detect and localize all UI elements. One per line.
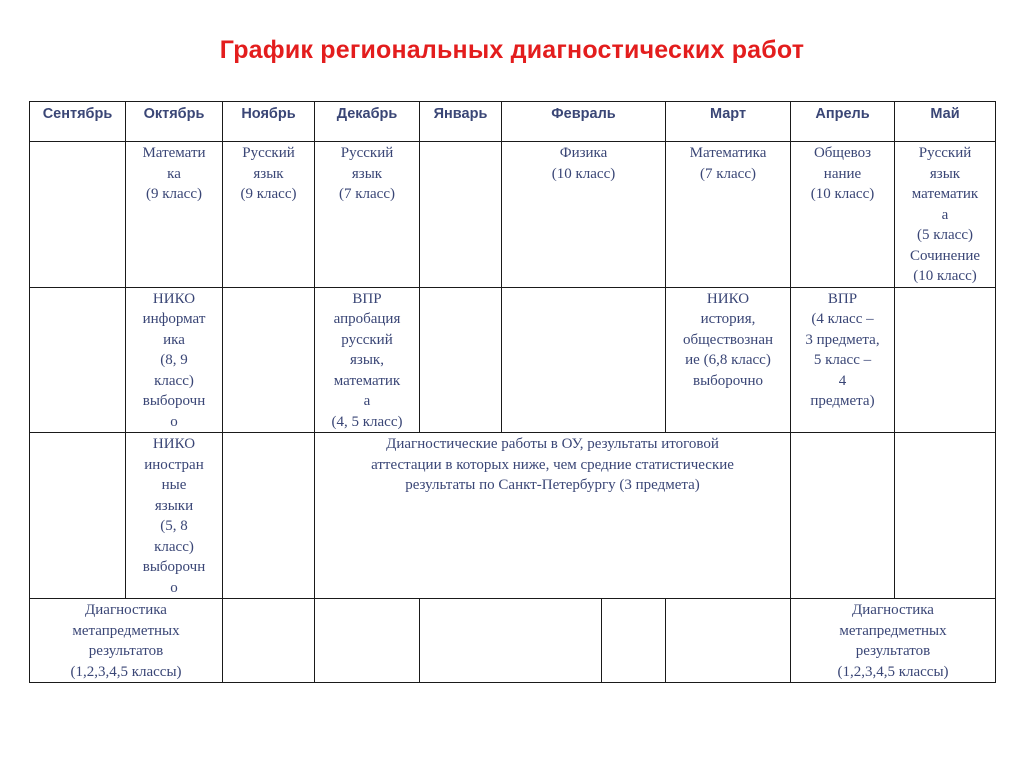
- cell-text-line: (9 класс): [146, 186, 202, 202]
- cell-empty: [223, 599, 315, 683]
- cell-empty: [895, 433, 996, 599]
- cell-text-line: класс): [154, 372, 194, 389]
- cell-empty: [420, 287, 502, 433]
- cell-text-line: язык: [351, 165, 383, 182]
- cell-text-line: язык: [253, 165, 284, 182]
- cell-empty: [30, 287, 126, 433]
- cell-empty: [30, 433, 126, 599]
- cell-text-line: ие (6,8 класс): [685, 352, 771, 368]
- cell-text-line: ика: [163, 331, 185, 348]
- cell-text-line: (4 класс –: [811, 311, 874, 327]
- header-march: Март: [666, 102, 791, 142]
- cell-text-line: результатов: [88, 643, 164, 659]
- cell-text-line: ные: [161, 477, 187, 493]
- cell-text-line: предмета): [810, 393, 875, 409]
- cell-text-line: язык: [929, 165, 961, 182]
- cell-dec-1: [315, 142, 420, 288]
- header-october: Октябрь: [126, 102, 223, 142]
- cell-nov-1: [223, 142, 315, 288]
- cell-empty: [30, 142, 126, 288]
- cell-text-line: Физика: [559, 145, 608, 161]
- cell-text-line: иностран: [144, 456, 204, 473]
- page-title: График региональных диагностических работ: [219, 36, 805, 64]
- cell-empty: [895, 287, 996, 433]
- cell-oct-3: [126, 433, 223, 599]
- table-row: [30, 142, 996, 288]
- cell-text-line: Русский: [340, 145, 394, 161]
- cell-text-line: 4: [838, 372, 847, 389]
- cell-text-line: 3 предмета,: [805, 331, 880, 348]
- cell-text-line: Диагностика: [852, 602, 934, 618]
- header-january: Январь: [420, 102, 502, 142]
- cell-text-line: результаты по Санкт-Петербургу (3 предмета): [405, 477, 700, 493]
- cell-text-line: ВПР: [352, 290, 382, 307]
- header-may: Май: [895, 102, 996, 142]
- cell-text-line: Сочинение: [909, 247, 981, 264]
- cell-text-line: Математика: [689, 145, 767, 161]
- schedule-table: [29, 101, 996, 683]
- cell-empty: [420, 142, 502, 288]
- cell-empty: [502, 287, 666, 433]
- cell-empty: [791, 433, 895, 599]
- cell-oct-1: [126, 142, 223, 288]
- cell-text-line: 5 класс –: [813, 352, 872, 368]
- cell-apr-2: [791, 287, 895, 433]
- cell-mar-1: [666, 142, 791, 288]
- cell-text-line: языки: [154, 497, 194, 514]
- cell-text-line: (10 класс): [913, 268, 977, 284]
- cell-text-line: обществознан: [682, 331, 774, 348]
- cell-text-line: математик: [333, 372, 401, 389]
- table-row: [30, 433, 996, 599]
- cell-text-line: (9 класс): [240, 186, 297, 202]
- header-december: Декабрь: [315, 102, 420, 142]
- header-february: Февраль: [502, 102, 666, 142]
- table-row: [30, 599, 996, 683]
- cell-text-line: Русский: [242, 145, 295, 161]
- cell-text-line: НИКО: [152, 436, 196, 452]
- cell-apr-1: [791, 142, 895, 288]
- cell-text-line: (7 класс): [339, 186, 395, 202]
- cell-text-line: Диагностические работы в ОУ, результаты итоговой: [386, 436, 719, 452]
- cell-text-line: выборочн: [142, 393, 206, 409]
- cell-metasubject-left: [30, 599, 223, 683]
- cell-text-line: нание: [823, 165, 862, 182]
- cell-oct-2: [126, 287, 223, 433]
- header-november: Ноябрь: [223, 102, 315, 142]
- cell-text-line: Русский: [918, 145, 972, 161]
- cell-text-line: ка: [167, 165, 181, 182]
- cell-text-line: выборочн: [142, 559, 206, 575]
- cell-span-diagnostics: [315, 433, 791, 599]
- cell-text-line: (4, 5 класс): [331, 413, 403, 430]
- cell-text-line: Общевоз: [813, 145, 872, 161]
- cell-empty: [315, 599, 420, 683]
- cell-text-line: метапредметных: [72, 622, 180, 639]
- cell-text-line: Диагностика: [85, 602, 167, 618]
- cell-text-line: НИКО: [706, 290, 750, 307]
- cell-feb-1: [502, 142, 666, 288]
- cell-may-1: [895, 142, 996, 288]
- cell-text-line: (7 класс): [700, 165, 756, 182]
- cell-dec-2: [315, 287, 420, 433]
- cell-text-line: математик: [911, 186, 979, 202]
- cell-text-line: (1,2,3,4,5 классы): [837, 663, 949, 680]
- cell-text-line: метапредметных: [839, 622, 947, 639]
- cell-text-line: о: [170, 579, 178, 596]
- cell-text-line: (1,2,3,4,5 классы): [70, 663, 182, 680]
- cell-text-line: (8, 9: [160, 352, 188, 368]
- cell-text-line: выборочно: [693, 372, 763, 389]
- cell-text-line: НИКО: [152, 290, 196, 307]
- cell-text-line: информат: [142, 311, 206, 327]
- header-row: [30, 102, 996, 142]
- header-september: Сентябрь: [30, 102, 126, 142]
- cell-empty: [223, 287, 315, 433]
- cell-text-line: история,: [700, 311, 756, 327]
- cell-text-line: ВПР: [827, 290, 858, 307]
- cell-empty: [223, 433, 315, 599]
- header-april: Апрель: [791, 102, 895, 142]
- cell-empty: [602, 599, 666, 683]
- cell-metasubject-right: [791, 599, 996, 683]
- cell-text-line: (5, 8: [160, 518, 188, 534]
- cell-text-line: (10 класс): [810, 186, 875, 202]
- cell-text-line: результатов: [855, 643, 931, 659]
- cell-text-line: а: [363, 393, 371, 409]
- cell-text-line: (5 класс): [917, 227, 973, 243]
- cell-text-line: русский: [341, 331, 393, 348]
- cell-text-line: а: [941, 206, 949, 223]
- cell-text-line: язык,: [350, 352, 384, 368]
- cell-text-line: класс): [154, 538, 194, 555]
- cell-text-line: аттестации в которых ниже, чем средние статистические: [371, 456, 734, 473]
- table-row: [30, 287, 996, 433]
- cell-text-line: о: [170, 413, 178, 430]
- cell-text-line: апробация: [333, 311, 401, 327]
- cell-text-line: Математи: [142, 145, 206, 161]
- cell-text-line: (10 класс): [551, 165, 616, 182]
- cell-empty: [420, 599, 602, 683]
- cell-mar-2: [666, 287, 791, 433]
- cell-empty: [666, 599, 791, 683]
